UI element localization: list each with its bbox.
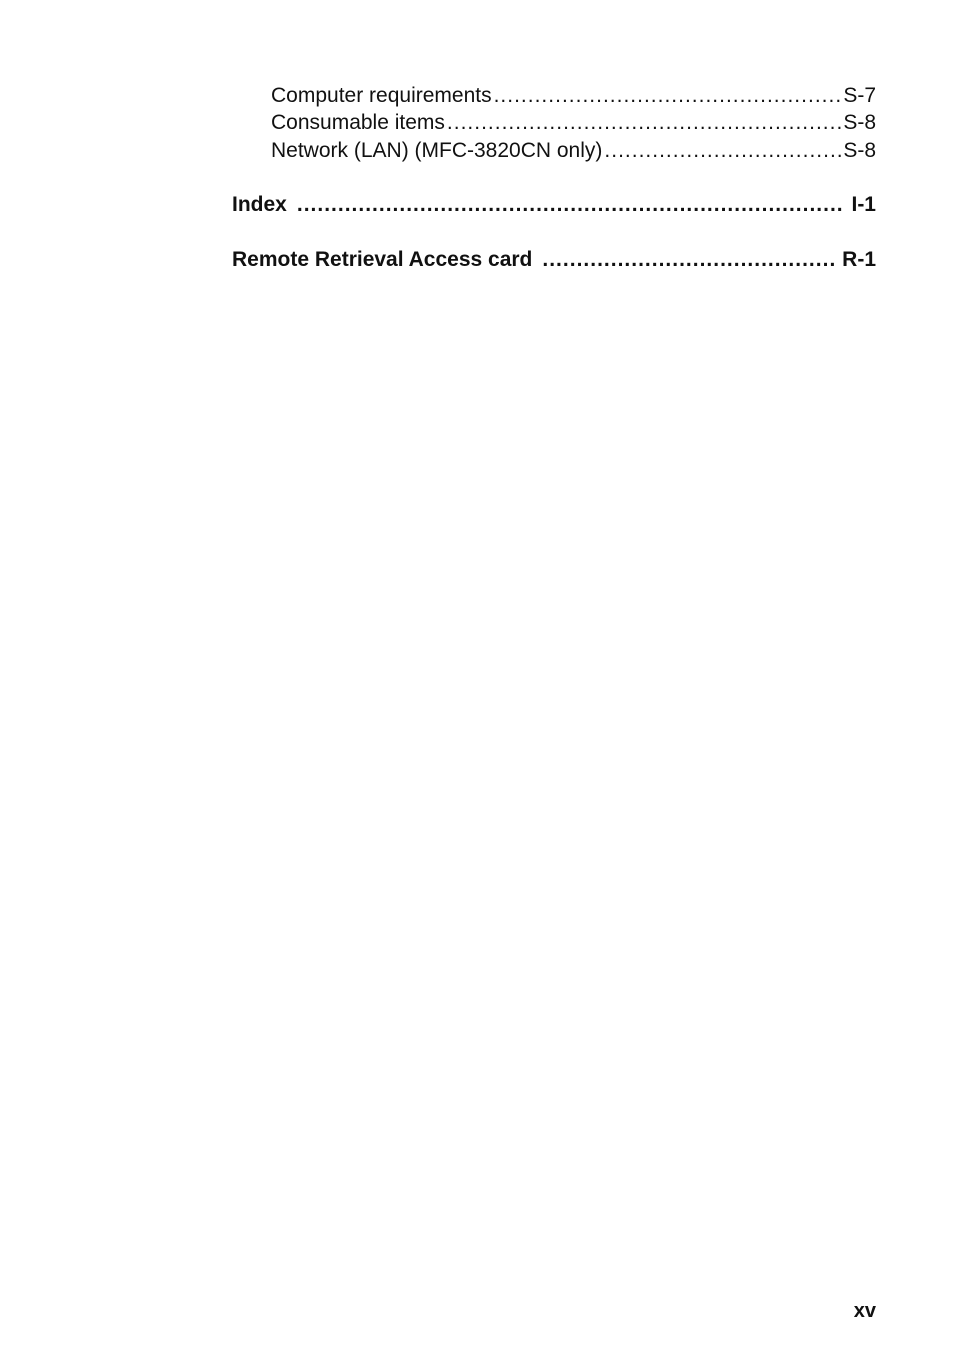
- toc-entry-label: Index: [232, 193, 287, 216]
- toc-entry-page: I-1: [851, 193, 876, 216]
- toc-entry-page: S-8: [843, 111, 876, 134]
- dot-leader: [297, 193, 844, 217]
- page-number: xv: [853, 1300, 876, 1322]
- dot-leader: [447, 111, 841, 135]
- toc-entry-page: R-1: [842, 248, 876, 271]
- dot-leader: [604, 139, 841, 163]
- dot-leader: [542, 248, 834, 272]
- toc-entry-index[interactable]: [232, 193, 876, 217]
- dot-leader: [494, 84, 842, 108]
- toc-entry-label: Computer requirements: [271, 84, 492, 107]
- toc-entry-label: Network (LAN) (MFC-3820CN only): [271, 139, 603, 162]
- toc-entry-network-lan[interactable]: [271, 139, 876, 163]
- toc-entry-label: Remote Retrieval Access card: [232, 248, 533, 271]
- toc-entry-page: S-8: [843, 139, 876, 162]
- toc-entry-page: S-7: [843, 84, 876, 107]
- toc-entry-computer-requirements[interactable]: [271, 84, 876, 108]
- toc-entry-remote-retrieval-access-card[interactable]: [232, 248, 876, 272]
- toc-entry-consumable-items[interactable]: [271, 111, 876, 135]
- toc-entry-label: Consumable items: [271, 111, 445, 134]
